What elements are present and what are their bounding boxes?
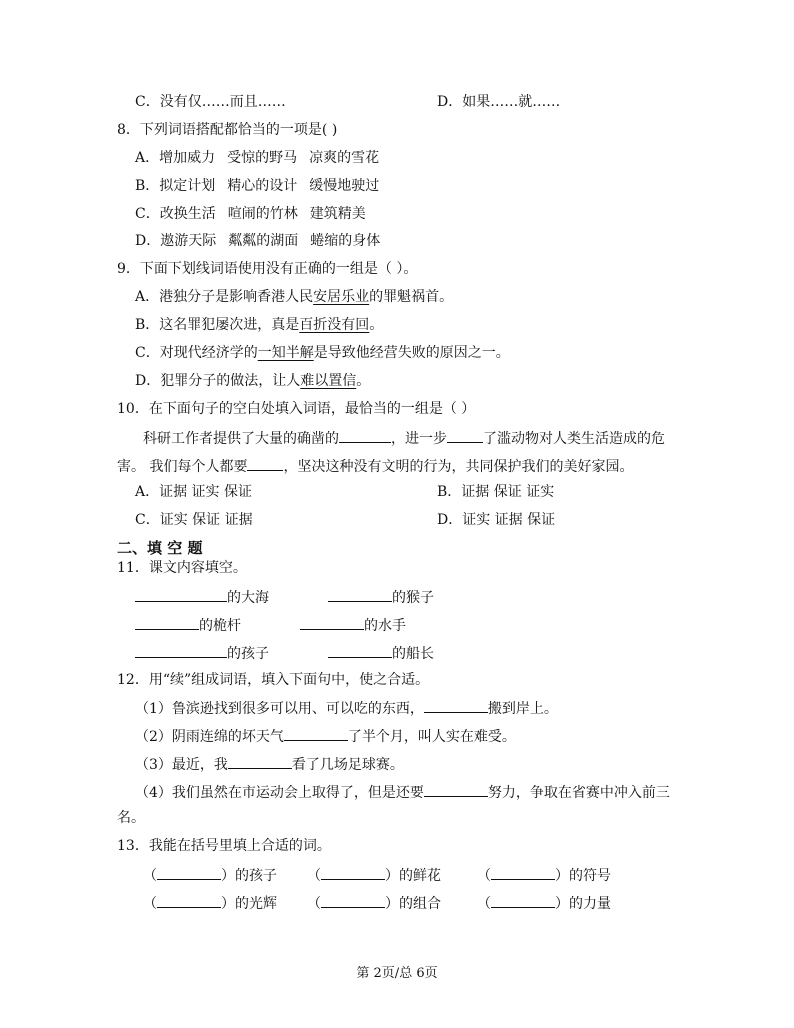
q11-item: 的猴子 (328, 586, 434, 608)
q11-item: 的水手 (300, 614, 406, 636)
blank[interactable] (247, 455, 283, 471)
blank[interactable] (135, 586, 227, 602)
q12-sentence-4-cont: 名。 (117, 810, 145, 826)
q10-passage-line1: 科研工作者提供了大量的确凿的 ，进一步 了滥动物对人类生活造成的危 (143, 427, 665, 449)
q8-stem: 8．下列词语搭配都恰当的一项是( ) (117, 122, 338, 138)
q12-sentence-4: （4）我们虽然在市运动会上取得了，但是还要 努力，争取在省赛中冲入前三 (135, 781, 670, 803)
underlined-phrase: 难以置信 (300, 373, 357, 389)
q7-option-d: D．如果……就…… (437, 94, 561, 110)
q10-option-d: D．证实 证据 保证 (437, 512, 556, 528)
blank[interactable] (339, 427, 391, 443)
blank[interactable] (447, 427, 483, 443)
q8-option-c: C．改换生活 喧闹的竹林 建筑精美 (135, 206, 366, 222)
blank[interactable] (328, 642, 392, 658)
q13-item: （ ）的符号 (477, 864, 611, 886)
q12-stem: 12．用“续”组成词语，填入下面句中，使之合适。 (117, 672, 430, 688)
blank[interactable] (157, 892, 221, 908)
page-number: 第 2页/总 6页 (356, 966, 438, 981)
q13-item: （ ）的鲜花 (307, 864, 441, 886)
q13-item: （ ）的光辉 (143, 892, 277, 914)
q10-option-c: C．证实 保证 证据 (135, 512, 253, 528)
q11-item: 的船长 (328, 642, 434, 664)
q12-sentence-2: （2）阴雨连绵的坏天气 了半个月，叫人实在难受。 (135, 725, 516, 747)
q10-stem: 10．在下面句子的空白处填入词语，最恰当的一组是（ ） (117, 401, 476, 417)
q8-option-d: D．遨游天际 粼粼的湖面 蜷缩的身体 (135, 233, 381, 249)
blank[interactable] (157, 864, 221, 880)
q13-item: （ ）的组合 (307, 892, 441, 914)
blank[interactable] (135, 614, 199, 630)
blank[interactable] (300, 614, 364, 630)
q11-item: 的孩子 (135, 642, 269, 664)
section-heading: 二、填 空 题 (117, 539, 203, 557)
q7-option-c: C．没有仅……而且…… (135, 94, 286, 110)
q13-item: （ ）的孩子 (143, 864, 277, 886)
q13-stem: 13．我能在括号里填上合适的词。 (117, 838, 331, 854)
q12-sentence-3: （3）最近，我 看了几场足球赛。 (135, 753, 404, 775)
q8-option-a: A．增加威力 受惊的野马 凉爽的雪花 (135, 150, 380, 166)
q10-option-a: A．证据 证实 保证 (135, 484, 253, 500)
q12-sentence-1: （1）鲁滨逊找到很多可以用、可以吃的东西， 搬到岸上。 (135, 697, 558, 719)
q8-option-b: B．拟定计划 精心的设计 缓慢地驶过 (135, 178, 380, 194)
q11-item: 的桅杆 (135, 614, 241, 636)
blank[interactable] (321, 864, 385, 880)
q11-stem: 11．课文内容填空。 (117, 560, 247, 576)
blank[interactable] (284, 725, 348, 741)
q11-item: 的大海 (135, 586, 269, 608)
q9-stem: 9．下面下划线词语使用没有正确的一组是（ ）。 (117, 261, 418, 277)
q13-item: （ ）的力量 (477, 892, 611, 914)
blank[interactable] (491, 864, 555, 880)
underlined-phrase: 一知半解 (257, 345, 314, 361)
blank[interactable] (135, 642, 227, 658)
q10-passage-line2: 害。 我们每个人都要 ，坚决这种没有文明的行为，共同保护我们的美好家园。 (117, 455, 633, 477)
q9-option-c: C．对现代经济学的一知半解是导致他经营失败的原因之一。 (135, 345, 510, 361)
blank[interactable] (491, 892, 555, 908)
blank[interactable] (424, 697, 488, 713)
underlined-phrase: 安居乐业 (313, 289, 370, 305)
blank[interactable] (424, 781, 488, 797)
q9-option-b: B．这名罪犯屡次进，真是百折没有回。 (135, 317, 384, 333)
underlined-phrase: 百折没有回 (299, 317, 370, 333)
blank[interactable] (321, 892, 385, 908)
q9-option-d: D．犯罪分子的做法，让人难以置信。 (135, 373, 371, 389)
blank[interactable] (328, 586, 392, 602)
q9-option-a: A．港独分子是影响香港人民安居乐业的罪魁祸首。 (135, 289, 454, 305)
q10-option-b: B．证据 保证 证实 (437, 484, 555, 500)
blank[interactable] (228, 753, 292, 769)
